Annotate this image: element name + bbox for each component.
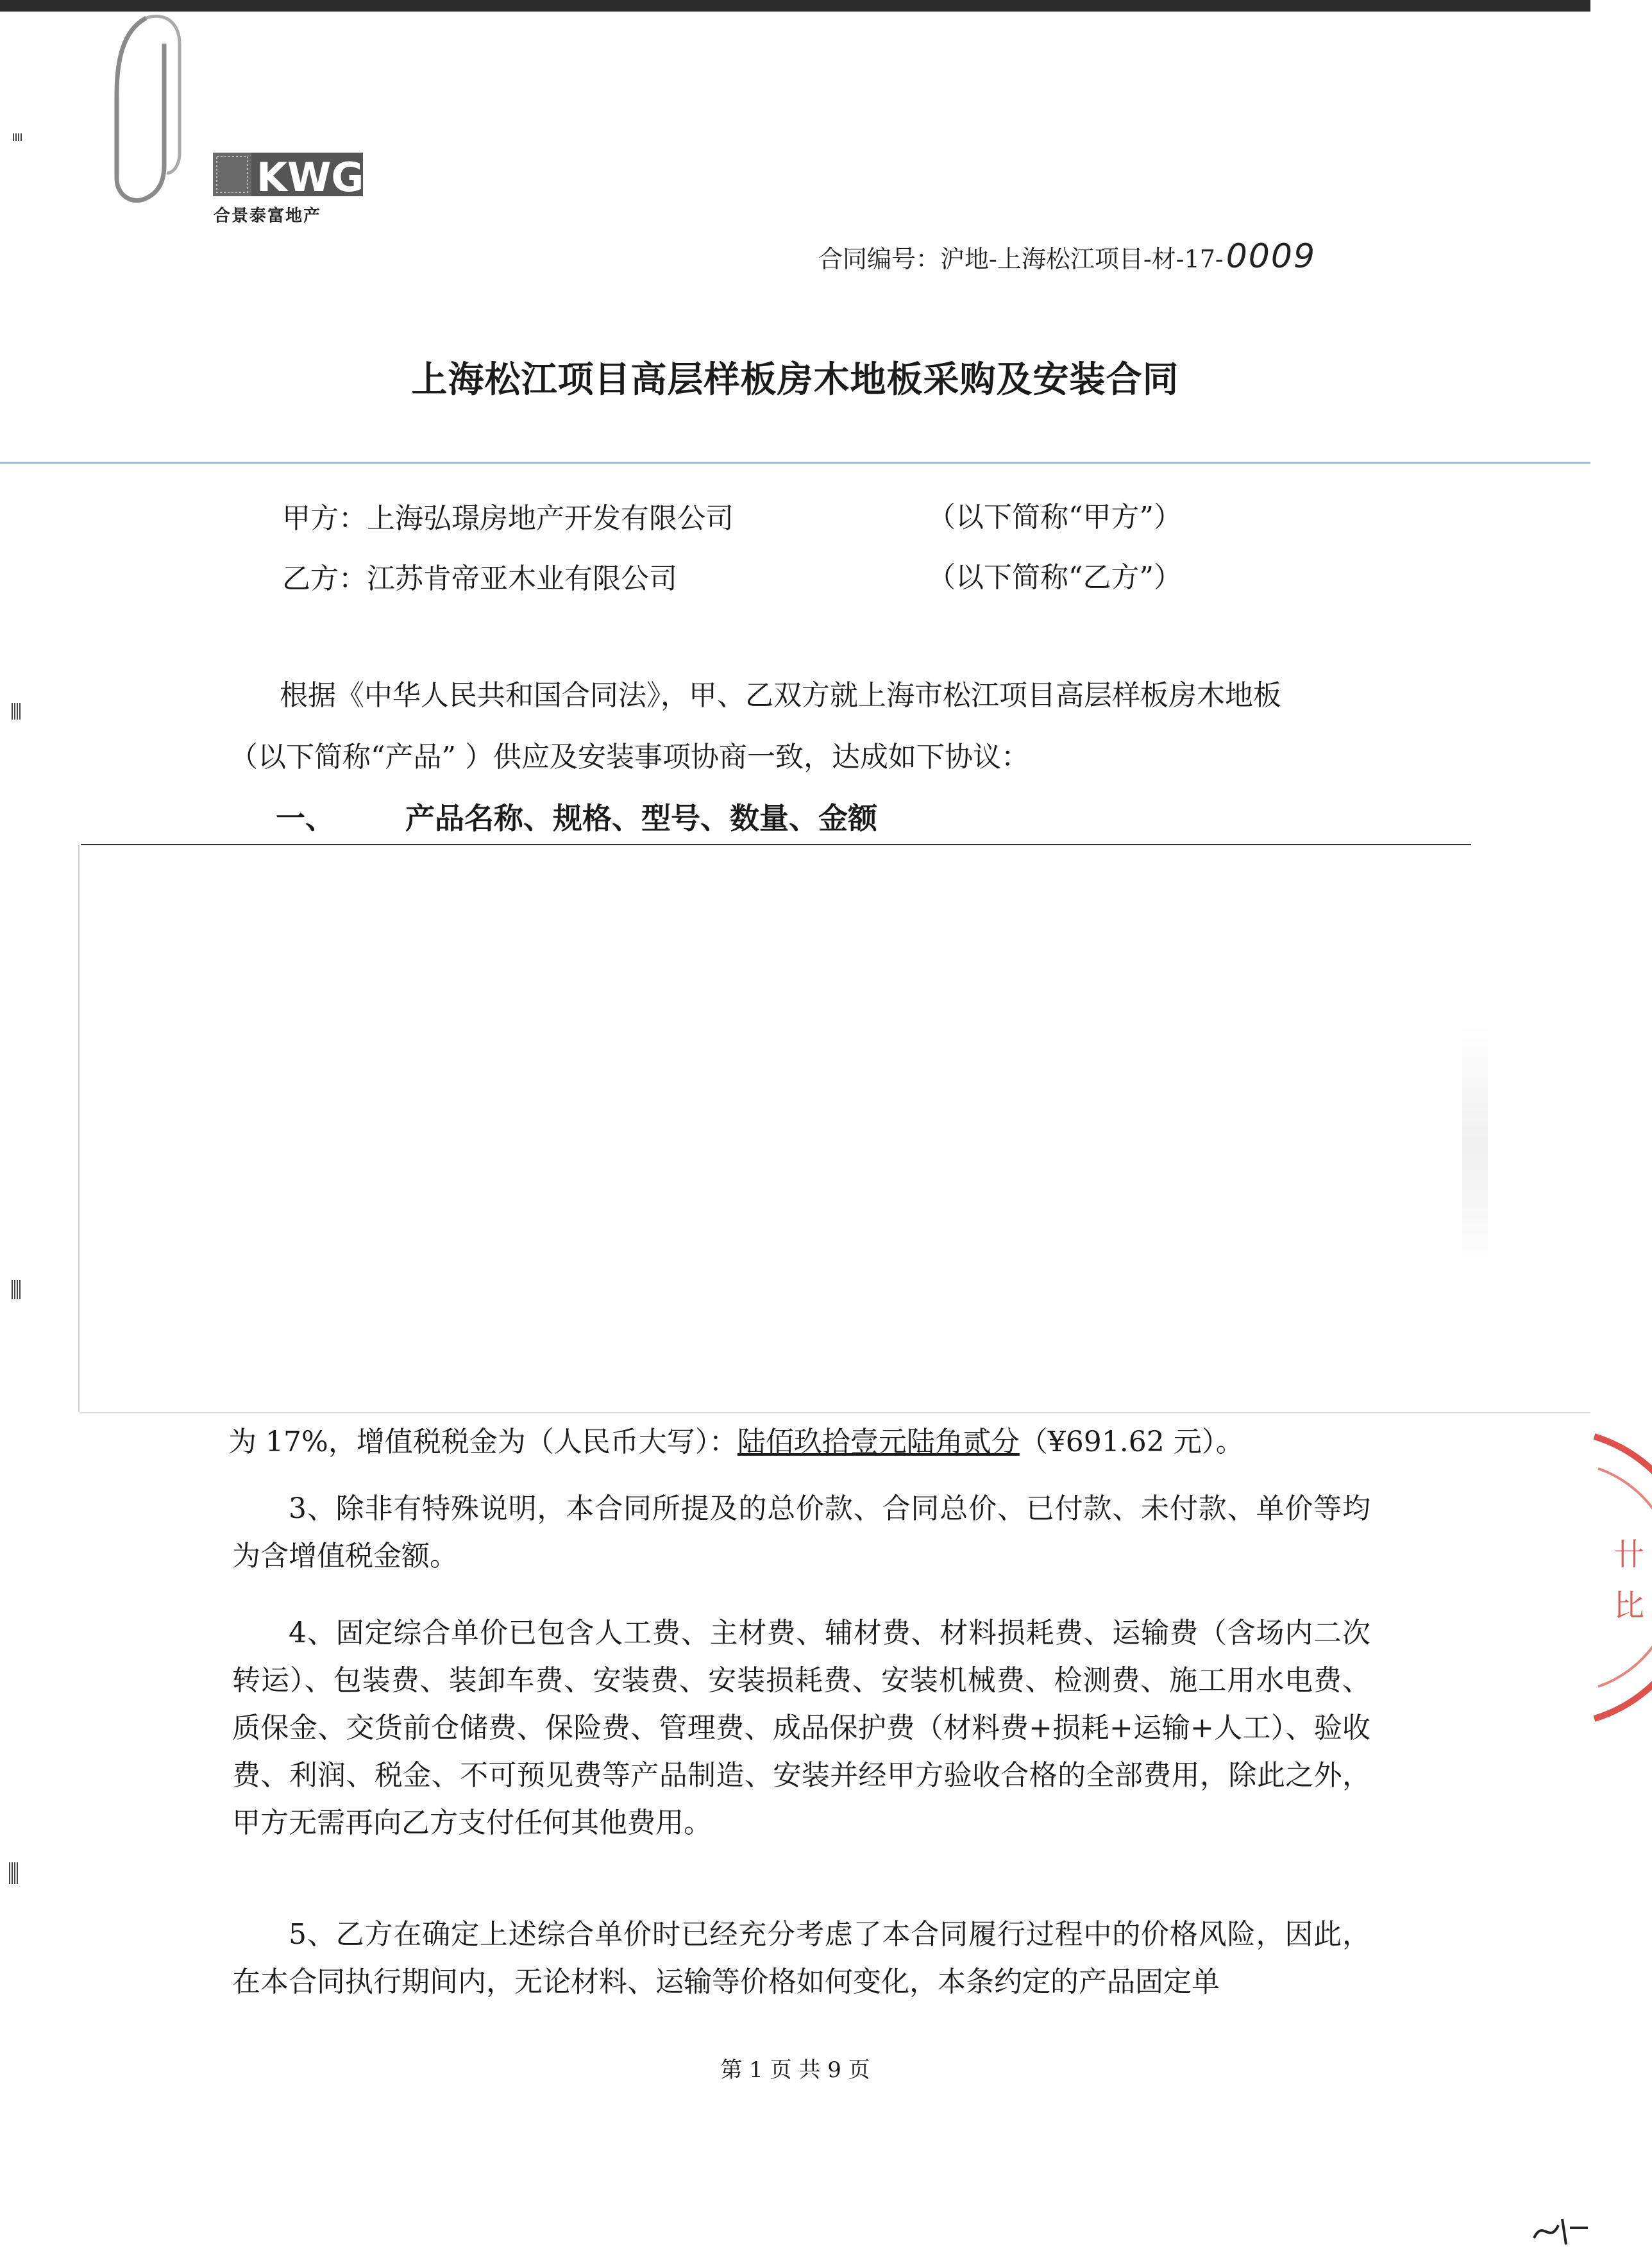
- svg-text:比: 比: [1614, 1588, 1645, 1624]
- paper-clip-icon: [109, 5, 186, 210]
- document-title: 上海松江项目高层样板房木地板采购及安装合同: [411, 359, 1179, 401]
- contract-number-handwritten: 0009: [1226, 237, 1317, 276]
- party-b: 乙方：江苏肯帝亚木业有限公司: [282, 562, 677, 595]
- vat-amount-words: 陆佰玖拾壹元陆角贰分: [737, 1426, 1020, 1458]
- clause-4-text: 4、固定综合单价已包含人工费、主材费、辅材费、材料损耗费、运输费（含场内二次转运）、包装费、装卸车费、安装费、安装损耗费、安装机械费、检测费、施工用水电费、质保金、交货前仓储费、保险费、管理费、成品保护费（材料费+损耗+运输+人工）、验收费、利润、税金、不可预见费等产品制造、安装并经甲方验收合格的全部费用，除此之外，甲方无需再向乙方支付任何其他费用。: [232, 1617, 1370, 1839]
- page-overlap-edge: [0, 462, 1590, 464]
- party-a: 甲方：上海弘璟房地产开发有限公司: [282, 502, 734, 535]
- logo-wordmark: KWG: [257, 154, 364, 201]
- section-1-number: 一、: [276, 801, 335, 836]
- scan-artifact: [12, 703, 21, 720]
- scan-top-border: [0, 0, 1590, 12]
- logo-subtitle: 合景泰富地产: [214, 206, 322, 226]
- official-seal-stamp: [1537, 1424, 1652, 1731]
- clause-4: [232, 1610, 1370, 1847]
- vat-amount-line: [228, 1419, 1244, 1460]
- contract-number-label: 合同编号：沪地-上海松江项目-材-17-: [818, 245, 1224, 273]
- clause-3: [232, 1485, 1370, 1580]
- page-number: 第 1 页 共 9 页: [720, 2057, 870, 2083]
- contract-number: [818, 237, 1316, 276]
- section-1-heading: [276, 795, 877, 838]
- section-1-title: 产品名称、规格、型号、数量、金额: [405, 801, 877, 836]
- svg-text:卄: 卄: [1614, 1537, 1645, 1572]
- vat-prefix: 为 17%，增值税税金为（人民币大写）：: [228, 1426, 738, 1458]
- intro-line-2: （以下简称“产品” ）供应及安装事项协商一致，达成如下协议：: [230, 741, 1029, 773]
- clause-5-text: 5、乙方在确定上述综合单价时已经充分考虑了本合同履行过程中的价格风险，因此，在本合同执行期间内，无论材料、运输等价格如何变化，本条约定的产品固定单: [232, 1918, 1370, 1998]
- vat-amount-figure: （¥691.62 元）。: [1019, 1426, 1244, 1458]
- signature-mark: [1530, 2206, 1590, 2249]
- scan-artifact: [12, 1280, 21, 1299]
- clause-5: [232, 1911, 1370, 2006]
- clause-3-text: 3、除非有特殊说明，本合同所提及的总价款、合同总价、已付款、未付款、单价等均为含增值税金额。: [232, 1492, 1370, 1572]
- scan-artifact: [9, 1862, 18, 1884]
- bleed-through-mark: [1462, 1026, 1488, 1270]
- party-b-alias: （以下简称“乙方”）: [927, 561, 1182, 594]
- scan-artifact: [13, 133, 22, 141]
- covering-paper-sheet: [80, 845, 1590, 1412]
- party-a-alias: （以下简称“甲方”）: [927, 501, 1182, 534]
- intro-line-1: 根据《中华人民共和国合同法》，甲、乙双方就上海市松江项目高层样板房木地板: [280, 679, 1281, 712]
